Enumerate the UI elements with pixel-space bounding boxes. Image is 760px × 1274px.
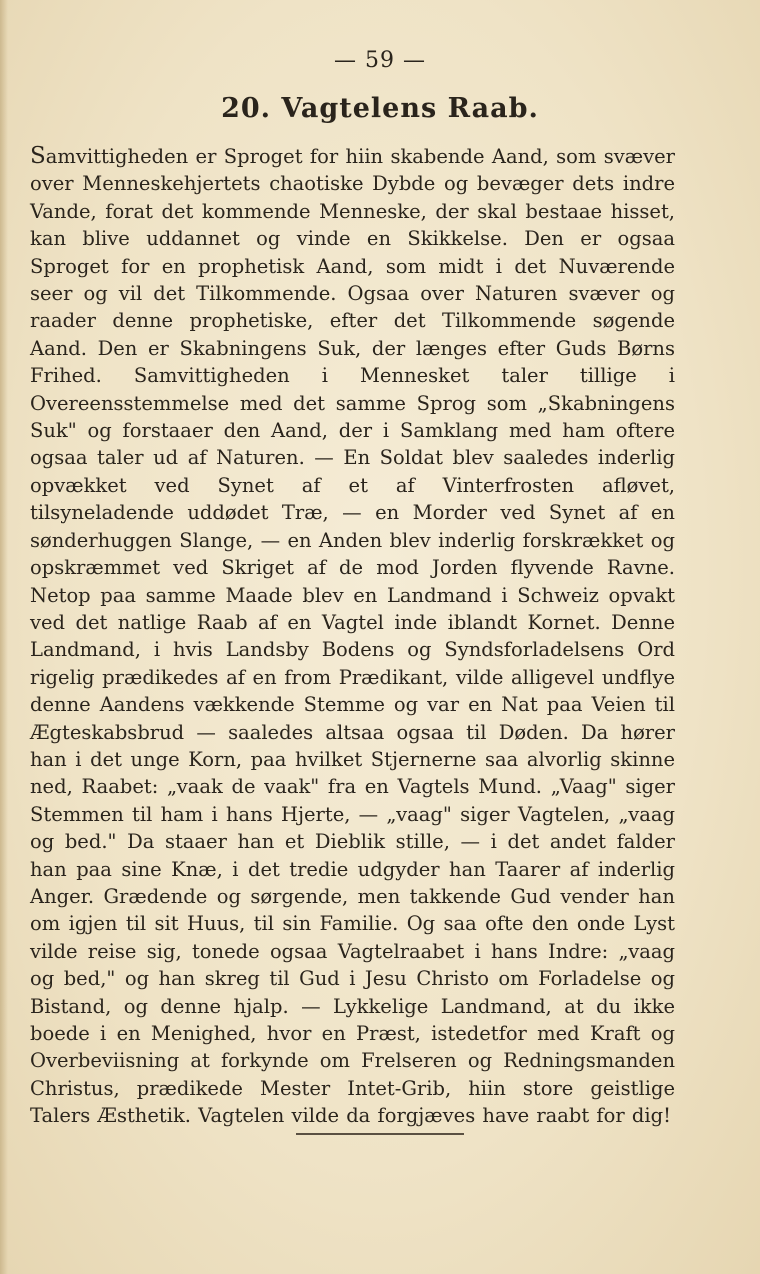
section-divider (296, 1133, 464, 1135)
page-edge-shadow (0, 0, 8, 1274)
body-paragraph: Samvittigheden er Sproget for hiin skabende Aand, som svæver over Menneskehjertets chaotiske Dybde og bevæger dets indre Vande, forat det kommende Menneske, der skal bestaae hisset, kan blive uddannet og vinde en Skikkelse. Den er ogsaa Sproget for en prophetisk Aand, som midt i det Nuværende seer og vil det Tilkommende. Ogsaa over Naturen svæver og raader denne prophetiske, efter det Tilkommende søgende Aand. Den er Skabningens Suk, der længes efter Guds Børns Frihed. Samvittigheden i Mennesket taler tillige i Overeensstemmelse med det samme Sprog som „Skabningens Suk" og forstaaer den Aand, der i Samklang med ham oftere ogsaa taler ud af Naturen. — En Soldat blev saaledes inderlig opvækket ved Synet af et af Vinterfrosten afløvet, tilsyneladende uddødet Træ, — en Morder ved Synet af en sønderhuggen Slange, — en Anden blev inderlig forskrækket og opskræmmet ved Skriget af de mod Jorden flyvende Ravne. Netop paa samme Maade blev en Landmand i Schweiz opvakt ved det natlige Raab af en Vagtel inde iblandt Kornet. Denne Landmand, i hvis Landsby Bodens og Syndsforladelsens Ord rigelig prædikedes af en from Prædikant, vilde alligevel undflye denne Aandens vækkende Stemme og var en Nat paa Veien til Ægteskabsbrud — saaledes altsaa ogsaa til Døden. Da hører han i det unge Korn, paa hvilket Stjernerne saa alvorlig skinne ned, Raabet: „vaak de vaak" fra en Vagtels Mund. „Vaag" siger Stemmen til ham i hans Hjerte, — „vaag" siger Vagtelen, „vaag og bed." Da staaer han et Dieblik stille, — i det andet falder han paa sine Knæ, i det tredie udgyder han Taarer af inderlig Anger. Grædende og sørgende, men takkende Gud vender han om igjen til sit Huus, til sin Familie. Og saa ofte den onde Lyst vilde reise sig, tonede ogsaa Vagtelraabet i hans Indre: „vaag og bed," og han skreg til Gud i Jesu Christo om Forladelse og Bistand, og denne hjalp. — Lykkelige Landmand, at du ikke boede i en Menighed, hvor en Præst, istedetfor med Kraft og Overbeviisning at forkynde om Frelseren og Redningsmanden Christus, prædikede Mester Intet-Grib, hiin store geistlige Talers Æsthetik. Vagtelen vilde da forgjæves have raabt for dig! (30, 143, 675, 1128)
page-number: — 59 — (334, 48, 426, 73)
chapter-title: 20. Vagtelens Raab. (221, 93, 539, 124)
